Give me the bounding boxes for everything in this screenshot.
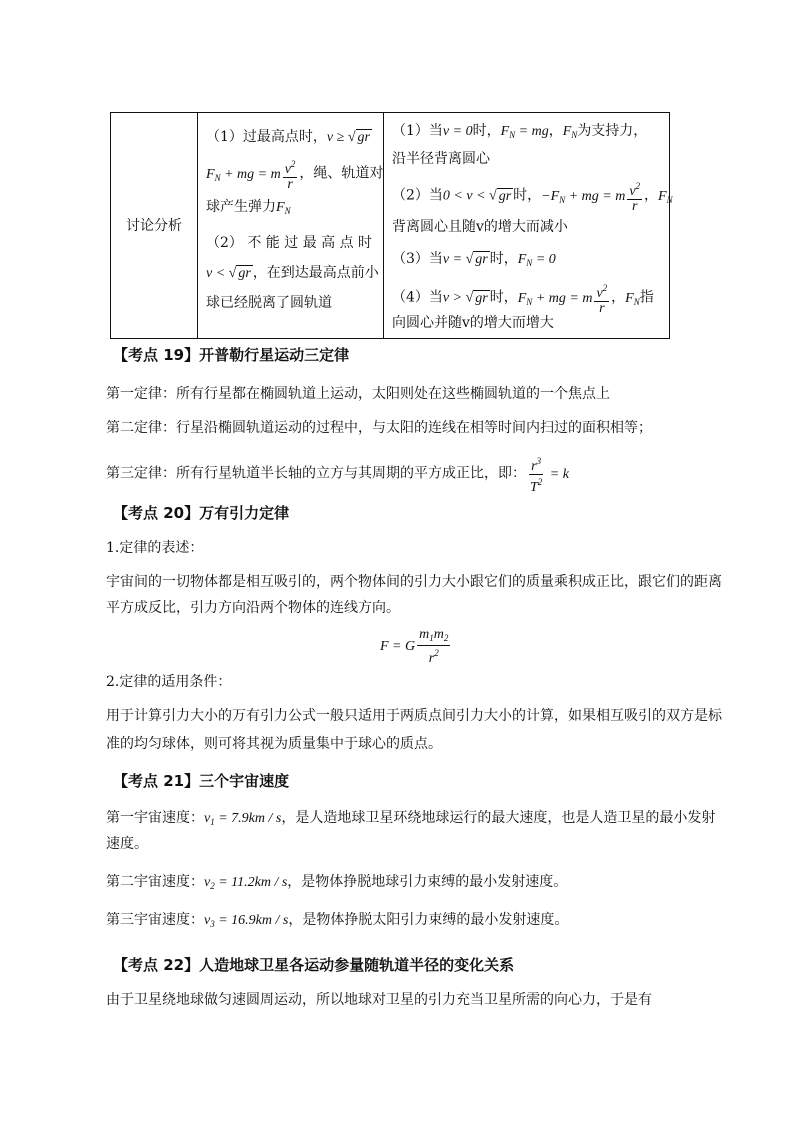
right-r5-eq: $F_N = 0$ bbox=[517, 252, 556, 268]
k21-v3-suffix: ，是物体挣脱太阳引力束缚的最小发射速度。 bbox=[288, 912, 569, 928]
right-r6-sep: ， bbox=[611, 289, 626, 306]
right-cell bbox=[384, 113, 673, 339]
right-r3-sep: ， bbox=[644, 187, 659, 204]
right-r6-suffix: 指 bbox=[639, 289, 654, 306]
right-r6-eq: $F_N$ + mg = m $\frac{v^2}{r}$ bbox=[517, 283, 608, 316]
right-r1-math: v = 0 bbox=[442, 124, 473, 139]
left-l2-eq: $F_N$ + mg = m $\frac{v^2}{r}$ bbox=[206, 159, 296, 192]
k21-v1-prefix: 第一宇宙速度： bbox=[106, 810, 204, 826]
k21-v1-math: $v_1 = 7.9km / s$ bbox=[204, 811, 282, 827]
left-cell bbox=[198, 113, 384, 339]
right-line-5 bbox=[392, 249, 556, 273]
right-r3-fn: $F_N$ bbox=[658, 188, 673, 205]
heading-k21: 【考点 21】三个宇宙速度 bbox=[113, 772, 290, 790]
right-r5-mid: 时， bbox=[489, 251, 518, 267]
right-r1-sep: ， bbox=[548, 123, 563, 139]
k21-v1-line2: 速度。 bbox=[106, 836, 148, 852]
left-l1-math: v ≥ √ gr bbox=[326, 130, 370, 145]
k19-law3 bbox=[106, 454, 569, 495]
row-label-cell bbox=[111, 113, 198, 339]
k21-v3-prefix: 第三宇宙速度： bbox=[106, 912, 204, 928]
right-r1-fn: $F_N$ bbox=[562, 124, 578, 140]
k19-law3-prefix: 第三定律：所有行星轨道半长轴的立方与其周期的平方成正比，即： bbox=[106, 465, 526, 482]
right-r5-math: v = √ gr bbox=[442, 252, 488, 267]
right-r3-prefix: （2）当 bbox=[392, 187, 443, 204]
k21-v3 bbox=[106, 910, 568, 934]
k20-formula: F = G $\frac{m_1m_2}{r^2}$ bbox=[380, 627, 449, 666]
left-l2-suffix: ，绳、轨道对 bbox=[299, 165, 384, 182]
k20-para2-line2: 准的均匀球体，则可将其视为质量集中于球心的质点。 bbox=[106, 736, 442, 752]
right-r1-prefix: （1）当 bbox=[392, 123, 443, 139]
k21-v1 bbox=[106, 808, 715, 832]
k21-v2-suffix: ，是物体挣脱地球引力束缚的最小发射速度。 bbox=[287, 874, 568, 890]
right-r1-eq: $F_N$ = mg bbox=[500, 124, 549, 140]
left-line-3 bbox=[206, 197, 291, 221]
k19-law1: 第一定律：所有行星都在椭圆轨道上运动，太阳则处在这些椭圆轨道的一个焦点上 bbox=[106, 386, 610, 402]
right-r1-suffix: 为支持力， bbox=[577, 123, 648, 139]
k20-para1-line1: 宇宙间的一切物体都是相互吸引的，两个物体间的引力大小跟它们的质量乘积成正比，跟它们的距离 bbox=[106, 574, 722, 590]
k21-v2 bbox=[106, 872, 567, 896]
k21-v2-prefix: 第二宇宙速度： bbox=[106, 874, 204, 890]
right-r6-mid: 时， bbox=[489, 289, 518, 306]
left-l1-prefix: （1）过最高点时， bbox=[206, 129, 327, 145]
k20-sub1: 1.定律的表述： bbox=[106, 540, 204, 556]
left-line-5 bbox=[206, 263, 379, 284]
heading-k19: 【考点 19】开普勒行星运动三定律 bbox=[113, 346, 350, 364]
k21-v3-math: $v_3 = 16.9km / s$ bbox=[204, 913, 289, 929]
right-line-6 bbox=[392, 281, 654, 316]
left-line-6: 球已经脱离了圆轨道 bbox=[206, 295, 332, 311]
right-line-2: 沿半径背离圆心 bbox=[392, 151, 490, 167]
left-l3-math: $F_N$ bbox=[276, 200, 291, 216]
left-l3-prefix: 球产生弹力 bbox=[206, 199, 276, 215]
k19-law2: 第二定律：行星沿椭圆轨道运动的过程中，与太阳的连线在相等时间内扫过的面积相等； bbox=[106, 420, 652, 436]
heading-k22: 【考点 22】人造地球卫星各运动参量随轨道半径的变化关系 bbox=[113, 956, 515, 974]
left-line-1 bbox=[206, 127, 372, 148]
right-line-1 bbox=[392, 121, 647, 145]
right-r3-eq: $-F_N$ + mg = m $\frac{v^2}{r}$ bbox=[541, 181, 641, 214]
k20-para2-line1: 用于计算引力大小的万有引力公式一般只适用于两质点间引力大小的计算，如果相互吸引的双方是标 bbox=[106, 708, 722, 724]
right-r1-mid: 时， bbox=[472, 123, 501, 139]
right-r6-prefix: （4）当 bbox=[392, 289, 443, 306]
k20-para1-line2: 平方成反比，引力方向沿两个物体的连线方向。 bbox=[106, 600, 400, 616]
right-r3-mid: 时， bbox=[513, 187, 542, 204]
right-r6-math: v > √ gr bbox=[442, 290, 488, 306]
k22-para: 由于卫星绕地球做匀速圆周运动，所以地球对卫星的引力充当卫星所需的向心力，于是有 bbox=[106, 992, 652, 1008]
left-l5-suffix: ，在到达最高点前小 bbox=[252, 265, 379, 281]
k20-sub2: 2.定律的适用条件： bbox=[106, 674, 232, 690]
right-line-3 bbox=[392, 179, 673, 214]
right-line-7: 向圆心并随v的增大而增大 bbox=[392, 315, 554, 331]
left-line-2 bbox=[206, 157, 383, 192]
left-l5-math: v < √ gr bbox=[206, 266, 251, 281]
left-line-4: （2） 不 能 过 最 高 点 时 bbox=[206, 235, 373, 251]
k21-v1-suffix: ，是人造地球卫星环绕地球运行的最大速度，也是人造卫星的最小发射 bbox=[281, 810, 716, 826]
heading-k20: 【考点 20】万有引力定律 bbox=[113, 504, 290, 522]
right-line-4: 背离圆心且随v的增大而减小 bbox=[392, 219, 568, 235]
row-label: 讨论分析 bbox=[126, 218, 182, 234]
right-r6-fn: $F_N$ bbox=[625, 290, 640, 307]
k19-law3-formula: $\frac{r^3}{T^2}$ = k bbox=[530, 456, 569, 495]
right-r5-prefix: （3）当 bbox=[392, 251, 443, 267]
right-r3-math: 0 < v < √ gr bbox=[442, 188, 512, 204]
discussion-table bbox=[110, 112, 673, 339]
k21-v2-math: $v_2 = 11.2km / s$ bbox=[204, 875, 288, 891]
